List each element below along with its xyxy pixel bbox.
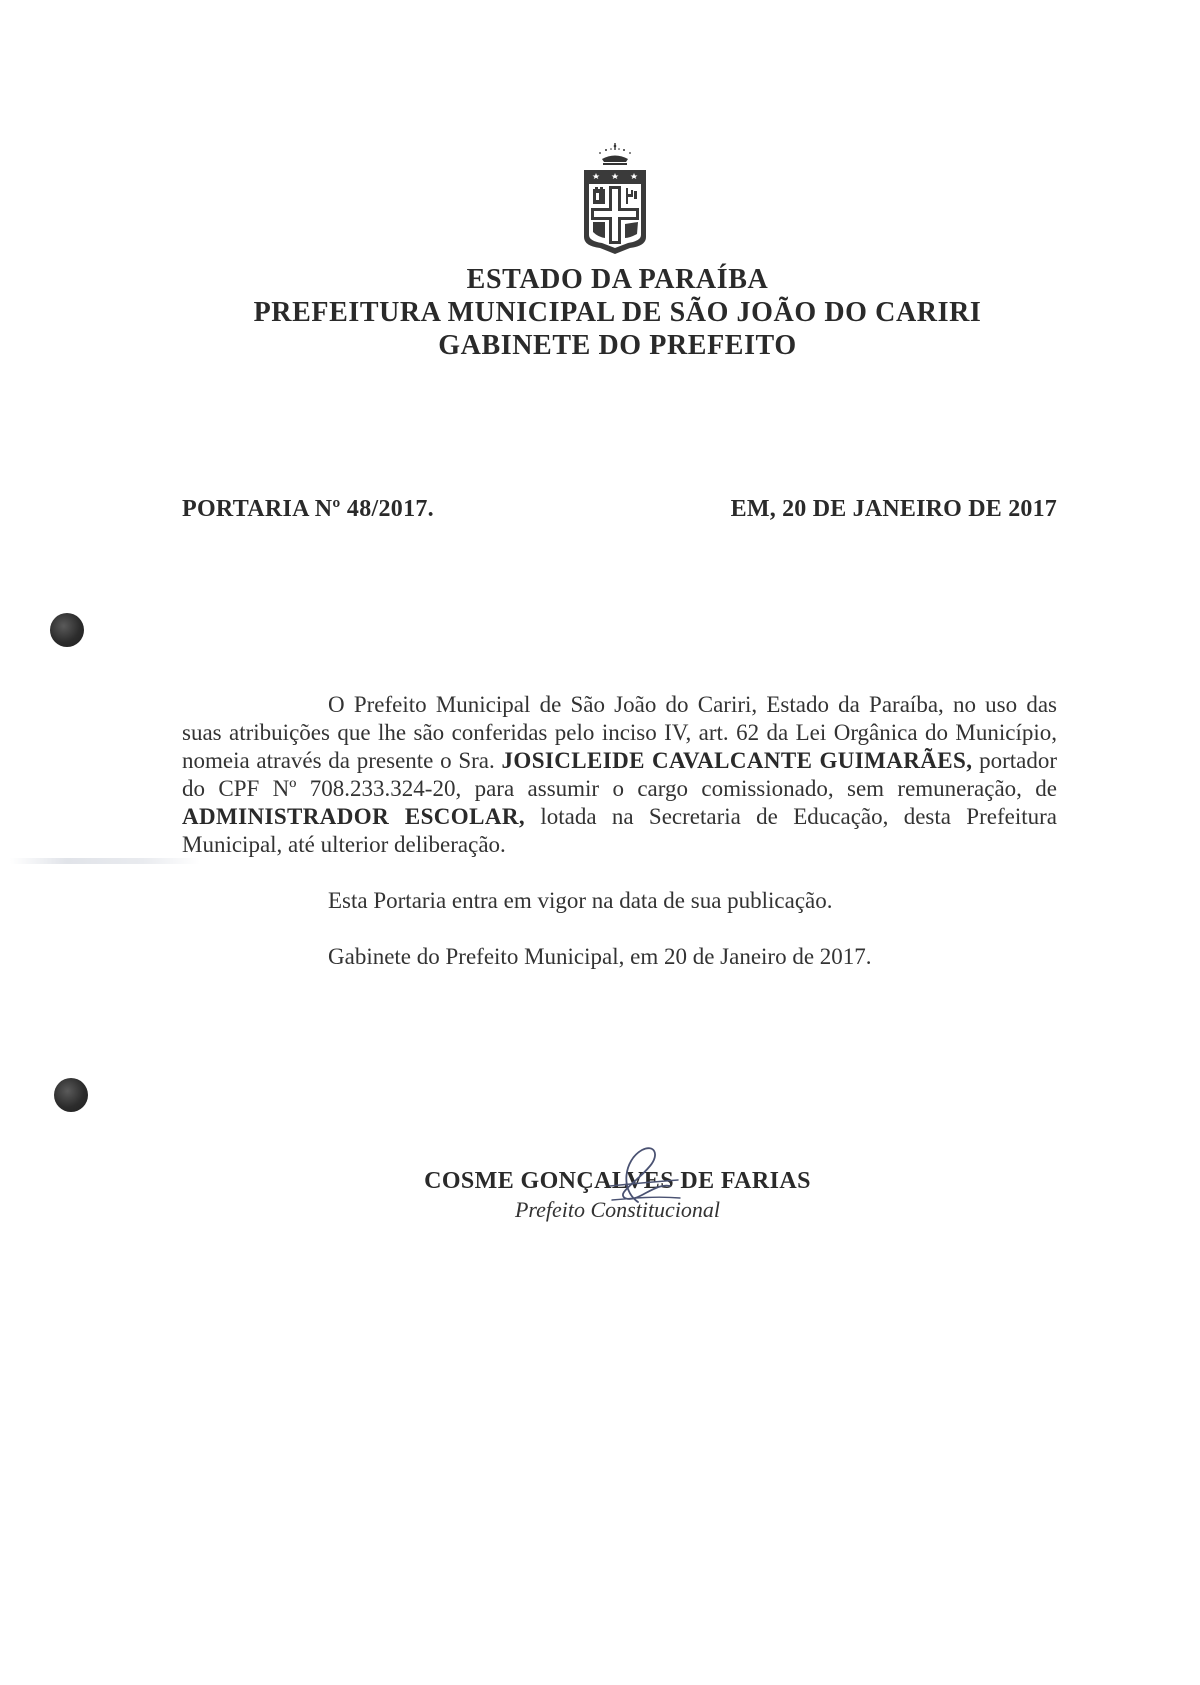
effective-paragraph: Esta Portaria entra em vigor na data de sua publicação.	[328, 888, 833, 913]
portaria-number: PORTARIA Nº 48/2017.	[182, 496, 434, 522]
appointment-paragraph: O Prefeito Municipal de São João do Cariri, Estado da Paraíba, no uso das suas atribuições que lhe são conferidas pelo inciso IV, art. 62 da Lei Orgânica do Município, nomeia através da presente o Sra. JOSICLEIDE CAVALCANTE GUIMARÃES, portador do CPF Nº 708.233.324-20, para assumir o cargo comissionado, sem remuneração, de ADMINISTRADOR ESCOLAR, lotada na Secretaria de Educação, desta Prefeitura Municipal, até ulterior deliberação.	[182, 692, 1058, 857]
handwritten-signature	[590, 1140, 700, 1220]
closing-paragraph: Gabinete do Prefeito Municipal, em 20 de Janeiro de 2017.	[328, 944, 872, 969]
state-name: ESTADO DA PARAÍBA	[466, 264, 769, 295]
signatory-name: COSME GONÇALVES DE FARIAS	[424, 1168, 811, 1194]
punch-hole-icon	[54, 1078, 88, 1112]
punch-hole-icon	[50, 613, 84, 647]
scan-smudge	[10, 858, 200, 864]
appointed-role: ADMINISTRADOR ESCOLAR,	[182, 804, 525, 829]
coat-of-arms-icon	[570, 142, 660, 262]
appointee-name: JOSICLEIDE CAVALCANTE GUIMARÃES,	[501, 748, 973, 773]
prefecture-name: PREFEITURA MUNICIPAL DE SÃO JOÃO DO CARIRI	[253, 297, 982, 328]
portaria-body	[182, 691, 1057, 859]
office-name: GABINETE DO PREFEITO	[438, 330, 797, 361]
portaria-date: EM, 20 DE JANEIRO DE 2017	[730, 496, 1057, 522]
document-header	[0, 263, 1200, 362]
signatory-title: Prefeito Constitucional	[514, 1197, 721, 1222]
